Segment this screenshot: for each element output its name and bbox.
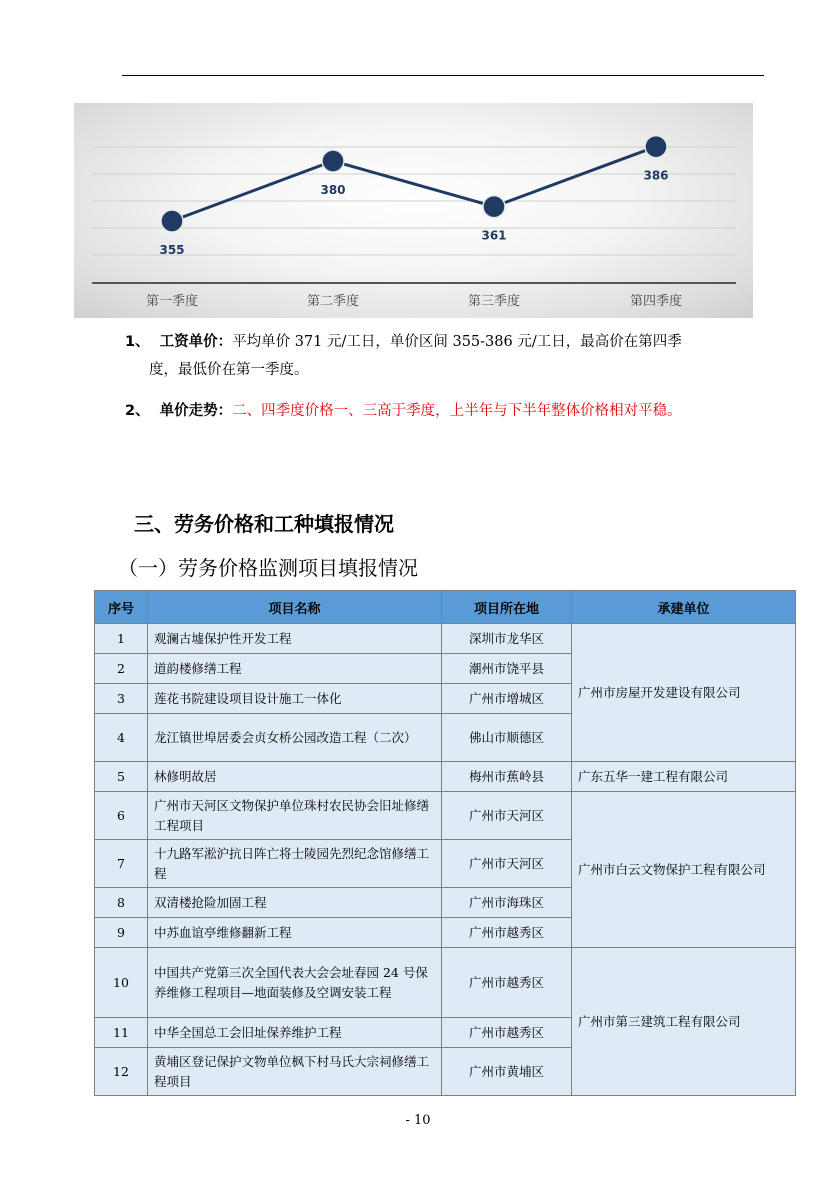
col-header-name: 项目名称: [148, 591, 442, 624]
cell-contractor: 广州市房屋开发建设有限公司: [572, 624, 796, 762]
cell-no: 1: [95, 624, 148, 654]
cell-location: 广州市增城区: [442, 684, 572, 714]
cell-no: 8: [95, 888, 148, 918]
cell-location: 广州市越秀区: [442, 948, 572, 1018]
paragraph-continuation: 度，最低价在第一季度。: [149, 362, 309, 378]
cell-location: 广州市越秀区: [442, 1018, 572, 1048]
data-point: [161, 210, 183, 232]
col-header-contractor: 承建单位: [572, 591, 796, 624]
paragraph-text-red: 二、四季度价格一、三高于季度，上半年与下半年整体价格相对平稳。: [232, 403, 682, 419]
subsection-heading: （一）劳务价格监测项目填报情况: [118, 556, 418, 580]
col-header-no: 序号: [95, 591, 148, 624]
col-header-location: 项目所在地: [442, 591, 572, 624]
data-label: 380: [320, 183, 346, 197]
table-row: [95, 762, 796, 792]
chart-svg: [74, 103, 753, 318]
cell-name: 道韵楼修缮工程: [148, 654, 442, 684]
data-label: 355: [159, 243, 185, 257]
cell-no: 12: [95, 1048, 148, 1096]
cell-no: 3: [95, 684, 148, 714]
paragraph-key: 工资单价：: [159, 334, 233, 350]
data-point: [645, 136, 667, 158]
data-label: 386: [643, 168, 669, 183]
data-point: [322, 150, 344, 172]
cell-name: 双清楼抢险加固工程: [148, 888, 442, 918]
cell-location: 潮州市饶平县: [442, 654, 572, 684]
cell-contractor: 广州市第三建筑工程有限公司: [572, 948, 796, 1096]
page-number: - 10: [405, 1113, 431, 1128]
quarterly-price-chart: [74, 103, 753, 318]
cell-no: 10: [95, 948, 148, 1018]
cell-location: 佛山市顺德区: [442, 714, 572, 762]
category-label: 第三季度: [467, 294, 521, 309]
category-label: 第四季度: [629, 294, 683, 309]
cell-no: 11: [95, 1018, 148, 1048]
cell-name: 观澜古墟保护性开发工程: [148, 624, 442, 654]
table-row: [95, 948, 796, 1018]
cell-contractor: 广东五华一建工程有限公司: [572, 762, 796, 792]
table-header-row: [95, 591, 796, 624]
paragraph-price-trend: [125, 397, 765, 425]
cell-no: 5: [95, 762, 148, 792]
category-label: 第二季度: [306, 294, 360, 309]
cell-location: 深圳市龙华区: [442, 624, 572, 654]
cell-no: 7: [95, 840, 148, 888]
cell-location: 广州市海珠区: [442, 888, 572, 918]
data-point: [483, 196, 505, 218]
series-line: [172, 147, 656, 221]
cell-location: 广州市天河区: [442, 792, 572, 840]
section-heading: 三、劳务价格和工种填报情况: [134, 512, 394, 536]
cell-no: 4: [95, 714, 148, 762]
cell-name: 中国共产党第三次全国代表大会会址春园 24 号保养维修工程项目—地面装修及空调安装工程: [148, 948, 442, 1018]
paragraph-number: 2、: [125, 403, 150, 419]
cell-contractor: 广州市白云文物保护工程有限公司: [572, 792, 796, 948]
cell-location: 广州市天河区: [442, 840, 572, 888]
paragraph-number: 1、: [125, 334, 150, 350]
cell-name: 中苏血谊亭维修翻新工程: [148, 918, 442, 948]
cell-name: 黄埔区登记保护文物单位枫下村马氏大宗祠修缮工程项目: [148, 1048, 442, 1096]
cell-name: 龙江镇世埠居委会贞女桥公园改造工程（二次）: [148, 714, 442, 762]
header-rule: [122, 75, 764, 76]
cell-location: 梅州市蕉岭县: [442, 762, 572, 792]
paragraph-key: 单价走势：: [159, 403, 233, 419]
cell-location: 广州市越秀区: [442, 918, 572, 948]
cell-name: 莲花书院建设项目设计施工一体化: [148, 684, 442, 714]
cell-name: 中华全国总工会旧址保养维护工程: [148, 1018, 442, 1048]
projects-table: [94, 590, 796, 1096]
data-label: 361: [481, 228, 507, 243]
category-label: 第一季度: [145, 294, 199, 309]
cell-name: 广州市天河区文物保护单位珠村农民协会旧址修缮工程项目: [148, 792, 442, 840]
paragraph-text: 平均单价 371 元/工日，单价区间 355-386 元/工日，最高价在第四季: [232, 334, 682, 350]
table-row: [95, 792, 796, 840]
table-row: [95, 624, 796, 654]
cell-location: 广州市黄埔区: [442, 1048, 572, 1096]
cell-name: 林修明故居: [148, 762, 442, 792]
cell-no: 2: [95, 654, 148, 684]
cell-no: 6: [95, 792, 148, 840]
cell-name: 十九路军淞沪抗日阵亡将士陵园先烈纪念馆修缮工程: [148, 840, 442, 888]
paragraph-wage-price: [125, 328, 765, 384]
cell-no: 9: [95, 918, 148, 948]
